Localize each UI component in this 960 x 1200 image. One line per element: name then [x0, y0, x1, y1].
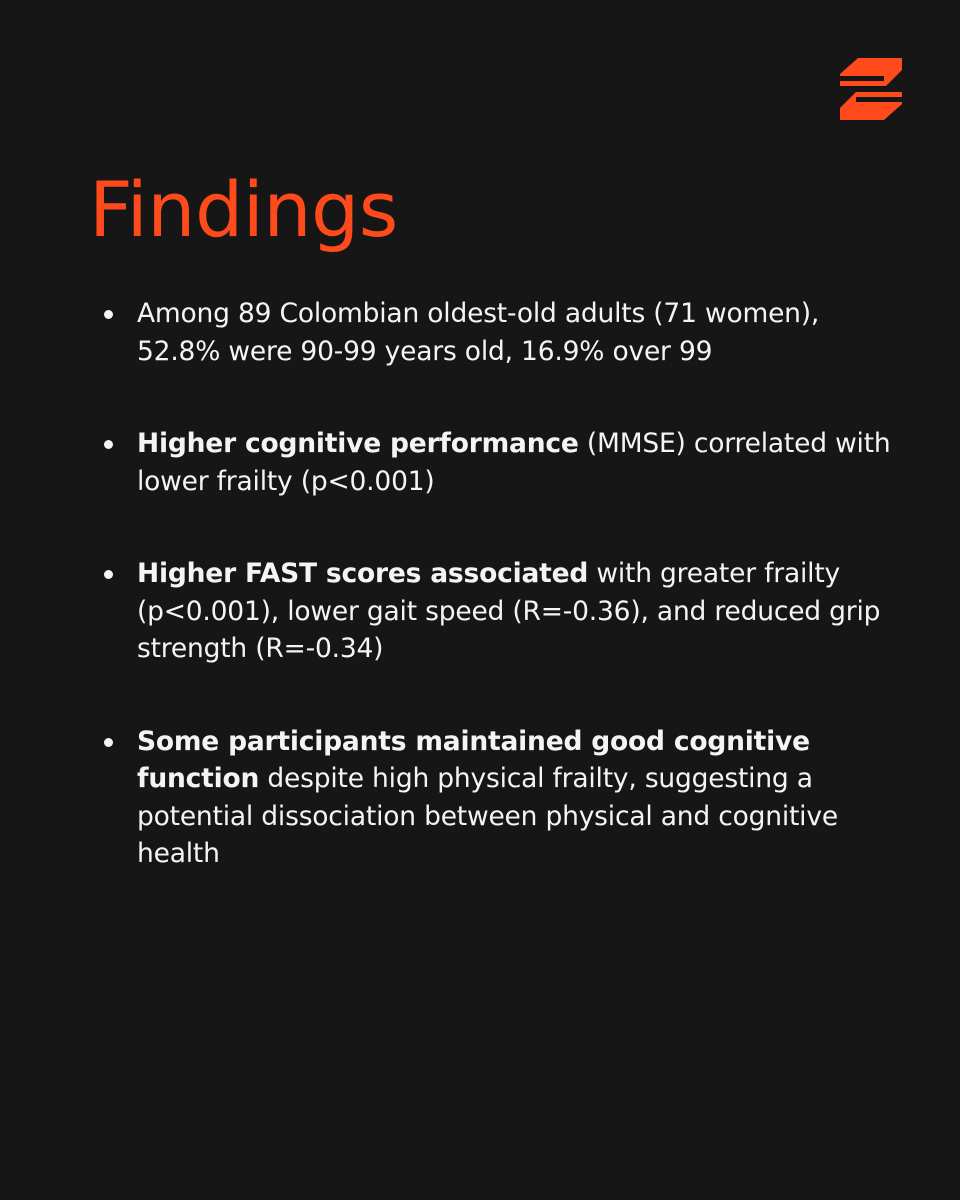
finding-item [104, 425, 904, 500]
finding-item [104, 723, 904, 873]
bullet-dot [104, 738, 113, 747]
finding-bold-text: Some participants maintained good cognitive function [137, 725, 810, 794]
bullet-dot [104, 310, 113, 319]
finding-item [104, 295, 904, 370]
finding-text: with greater frailty (p<0.001), lower gait speed (R=-0.36), and reduced grip strength (R=-0.34) [137, 558, 881, 664]
finding-bold-text: Higher cognitive performance [137, 428, 579, 459]
finding-bold-text: Higher FAST scores associated [137, 558, 589, 589]
finding-text: (MMSE) correlated with lower frailty (p<0.001) [137, 428, 891, 497]
finding-text: despite high physical frailty, suggesting a potential dissociation between physical and cognitive health [137, 763, 838, 869]
findings-list [104, 295, 904, 873]
finding-item [104, 555, 904, 668]
finding-text: Among 89 Colombian oldest-old adults (71 women), 52.8% were 90-99 years old, 16.9% over 99 [137, 298, 820, 367]
page-title: Findings [89, 165, 398, 254]
brand-logo-icon [838, 56, 904, 122]
bullet-dot [104, 440, 113, 449]
bullet-dot [104, 570, 113, 579]
